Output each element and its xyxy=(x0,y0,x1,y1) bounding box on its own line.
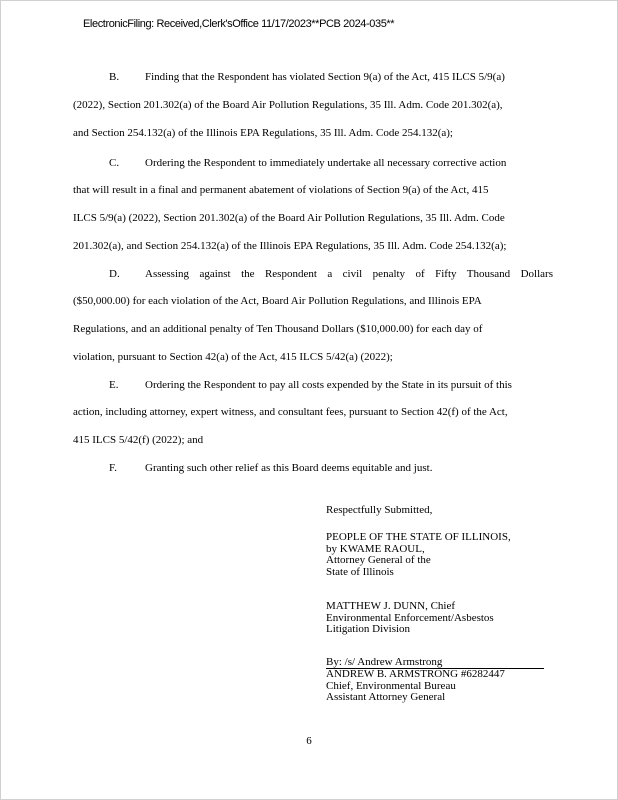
item-e-line-1: E. Ordering the Respondent to pay all costs expended by the State in its pursuit of this xyxy=(109,379,512,391)
item-b-line-1: B. Finding that the Respondent has violated Section 9(a) of the Act, 415 ILCS 5/9(a) xyxy=(109,71,505,83)
item-f-line-1: F. Granting such other relief as this Board deems equitable and just. xyxy=(109,462,433,474)
signer-line: Assistant Attorney General xyxy=(326,691,446,703)
item-c-line-1: C. Ordering the Respondent to immediately undertake all necessary corrective action xyxy=(109,157,507,169)
item-c-line-3: ILCS 5/9(a) (2022), Section 201.302(a) of the Board Air Pollution Regulations, 35 Ill. Adm. Code xyxy=(73,212,505,224)
by-prefix: By: xyxy=(326,656,345,668)
item-b-line-3: and Section 254.132(a) of the Illinois EPA Regulations, 35 Ill. Adm. Code 254.132(a); xyxy=(73,127,453,139)
closing-text: Respectfully Submitted, xyxy=(326,504,433,516)
signer-line: Chief, Environmental Bureau xyxy=(326,679,456,692)
filing-stamp: ElectronicFiling: Received,Clerk'sOffice 11/17/2023**PCB 2024-035** xyxy=(83,18,395,30)
party-line: Attorney General of the xyxy=(326,554,431,566)
item-b-letter: B. xyxy=(109,71,120,83)
item-e-line-2: action, including attorney, expert witness, and consultant fees, pursuant to Section 42(f) of the Act, xyxy=(73,406,508,418)
item-e-line-3: 415 ILCS 5/42(f) (2022); and xyxy=(73,434,204,446)
chief-line: Environmental Enforcement/Asbestos xyxy=(326,611,494,624)
party-line: PEOPLE OF THE STATE OF ILLINOIS, xyxy=(326,531,511,543)
party-line: by KWAME RAOUL, xyxy=(326,542,425,555)
item-c-letter: C. xyxy=(109,157,120,169)
signer-line: ANDREW B. ARMSTRONG #6282447 xyxy=(326,668,505,680)
item-f-letter: F. xyxy=(109,462,117,474)
electronic-signature: /s/ Andrew Armstrong xyxy=(344,656,443,668)
signer-block xyxy=(326,657,544,704)
item-d-letter: D. xyxy=(109,268,120,280)
item-c-line-4: 201.302(a), and Section 254.132(a) of the Illinois EPA Regulations, 35 Ill. Adm. Code 254.132(a); xyxy=(73,240,507,252)
chief-line: MATTHEW J. DUNN, Chief xyxy=(326,600,456,612)
chief-line: Litigation Division xyxy=(326,623,411,635)
item-d-line-4: violation, pursuant to Section 42(a) of the Act, 415 ILCS 5/42(a) (2022); xyxy=(73,351,393,363)
item-e-letter: E. xyxy=(109,379,119,391)
item-d-line-3: Regulations, and an additional penalty of Ten Thousand Dollars ($10,000.00) for each day of xyxy=(73,323,483,335)
item-b-line-2: (2022), Section 201.302(a) of the Board Air Pollution Regulations, 35 Ill. Adm. Code 201.302(a), xyxy=(73,99,503,111)
party-line: State of Illinois xyxy=(326,565,394,578)
party-block xyxy=(326,532,511,578)
item-d-line-2: ($50,000.00) for each violation of the Act, Board Air Pollution Regulations, and Illinois EPA xyxy=(73,295,482,307)
item-c-line-2: that will result in a final and permanent abatement of violations of Section 9(a) of the Act, 415 xyxy=(73,184,489,196)
division-chief-block xyxy=(326,601,494,636)
item-d-line-1: D. Assessing against the Respondent a civil penalty of Fifty Thousand Dollars xyxy=(109,268,553,280)
page-number: 6 xyxy=(306,735,312,747)
